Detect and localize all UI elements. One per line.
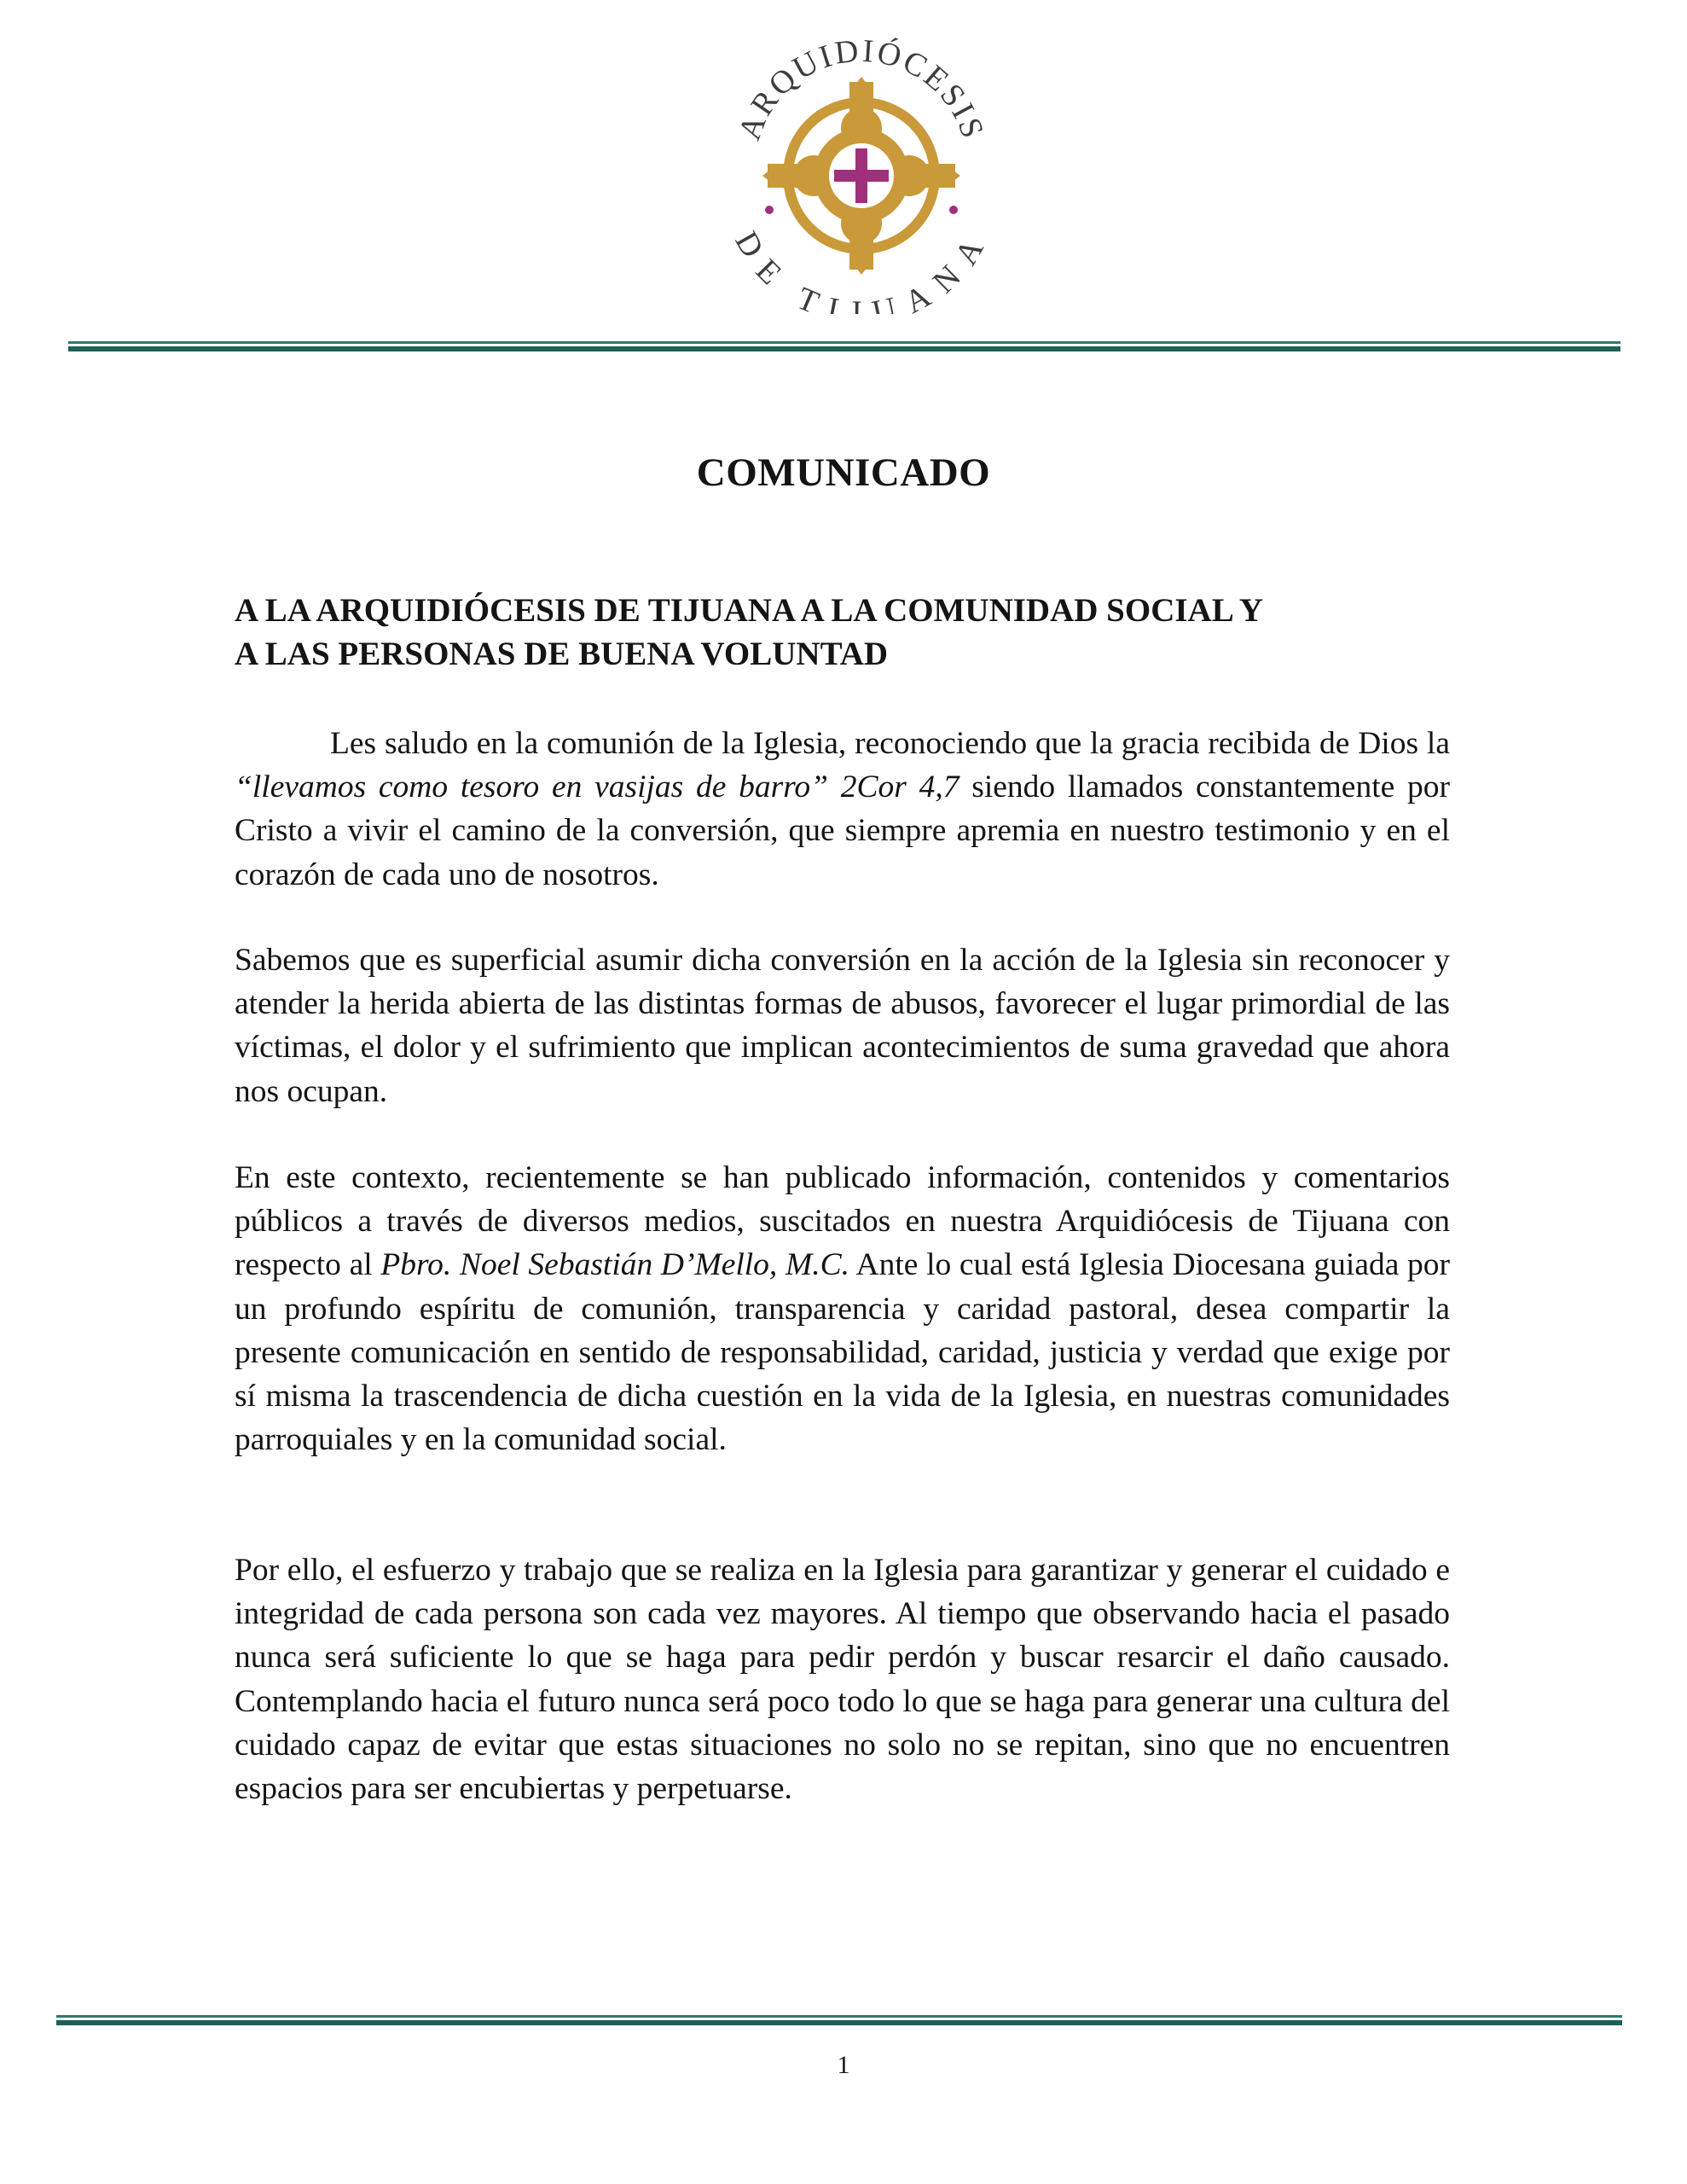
page-title: COMUNICADO [696, 450, 991, 495]
addressee-line-2: A LAS PERSONAS DE BUENA VOLUNTAD [235, 636, 889, 672]
priest-name: Pbro. Noel Sebastián D’Mello, M.C. [380, 1247, 849, 1283]
page-number: 1 [837, 2051, 850, 2079]
archdiocese-logo [733, 32, 989, 314]
logo-text-top: ARQUIDIÓCESIS [733, 32, 989, 145]
logo-text-bottom: E TIJUAN [748, 252, 974, 314]
scripture-quote: “llevamos como tesoro en vasijas de barro” 2Cor 4,7 [235, 770, 959, 805]
paragraph-conversion: Sabemos que es superficial asumir dicha conversión en la acción de la Iglesia sin reconocer y atender la herida abierta de las distintas formas de abusos, favorecer el lugar primordial de las víctimas, el dolor y el sufrimiento que implican acontecimientos de suma gravedad que ahora nos ocupan. [235, 943, 1450, 1109]
addressee-line-1: A LA ARQUIDIÓCESIS DE TIJUANA A LA COMUNIDAD SOCIAL Y [235, 592, 1264, 629]
paragraph-greeting: Les saludo en la comunión de la Iglesia, reconociendo que la gracia recibida de Dios la “llevamos como tesoro en vasijas de barro” 2Cor 4,7 siendo llamados constantemente por Cristo a vivir el camino de la conversión, que siempre apremia en nuestro testimonio y en el corazón de cada uno de nosotros. [235, 726, 1450, 892]
addressee-heading [235, 589, 1450, 676]
paragraph-context: En este contexto, recientemente se han publicado información, contenidos y comentarios públicos a través de diversos medios, suscitados en nuestra Arquidiócesis de Tijuana con respecto al Pbro. Noel Sebastián D’Mello, M.C. Ante lo cual está Iglesia Diocesana guiada por un profundo espíritu de comunión, transparencia y caridad pastoral, desea compartir la presente comunicación en sentido de responsabilidad, caridad, justicia y verdad que exige por sí misma la trascendencia de dicha cuestión en la vida de la Iglesia, en nuestras comunidades parroquiales y en la comunidad social. [235, 1160, 1450, 1458]
footer-divider [56, 2015, 1622, 2024]
paragraph-care: Por ello, el esfuerzo y trabajo que se realiza en la Iglesia para garantizar y generar el cuidado e integridad de cada persona son cada vez mayores. Al tiempo que observando hacia el pasado nunca será suficiente lo que se haga para pedir perdón y buscar resarcir el daño causado. Contemplando hacia el futuro nunca será poco todo lo que se haga para generar una cultura del cuidado capaz de evitar que estas situaciones no solo no se repitan, sino que no encuentren espacios para ser encubiertas y perpetuarse. [235, 1553, 1450, 1807]
header-divider [68, 341, 1620, 350]
